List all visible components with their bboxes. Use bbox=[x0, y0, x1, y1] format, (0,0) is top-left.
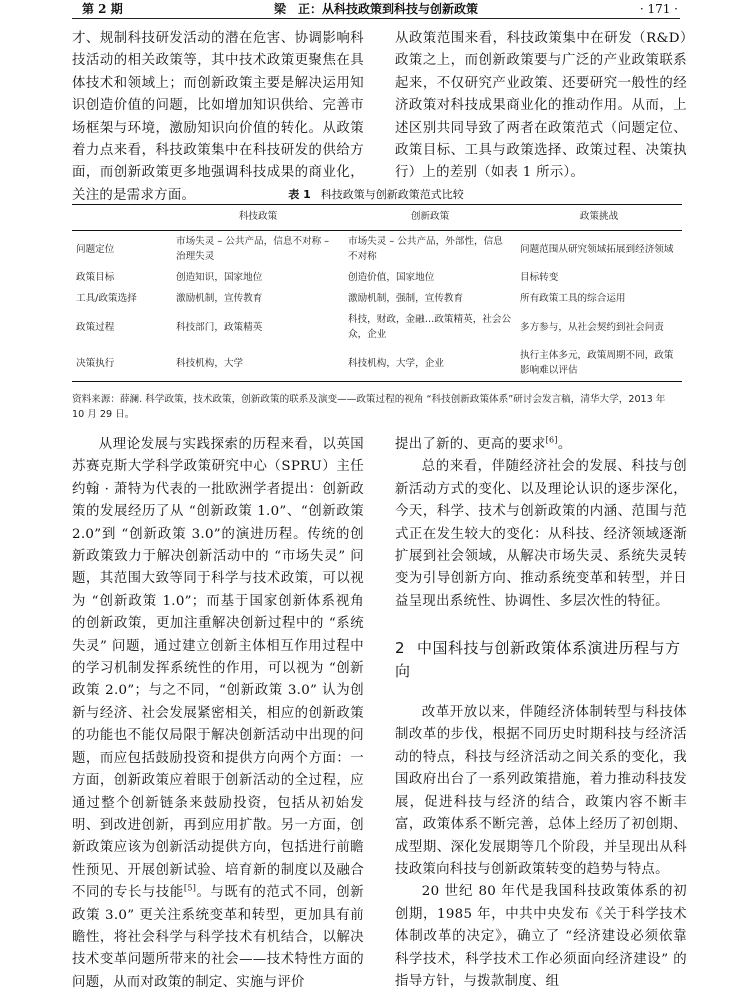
paragraph: 改革开放以来，伴随经济体制转型与科技体制改革的步伐，根据不同历史时期科技与经济活动的特点，科技与经济活动之间关系的变化，我国政府出台了一系列政策措施，着力推动科技发展，促进科技与经济的结合，政策内容不断丰富，政策体系不断完善，总体上经历了初创期、成型期、深化发展期等几个阶段，并呈现出从科技政策向科技与创新政策转变的趋势与特点。 bbox=[395, 705, 687, 877]
row-label: 决策执行 bbox=[72, 345, 172, 382]
bottom-right-column bbox=[395, 434, 687, 993]
paragraph bbox=[72, 434, 364, 994]
table-source-note: 资料来源：薛澜. 科学政策，技术政策，创新政策的联系及演变——政策过程的视角 “科技创新政策体系”研讨会发言稿，清华大学，2013 年 10 月 29 日。 bbox=[72, 394, 666, 420]
table-row bbox=[72, 267, 682, 288]
paragraph: 才、规制科技研发活动的潜在危害、协调影响科技活动的相关政策等，其中技术政策更聚焦在具体技术和领域上；而创新政策主要是解决运用知识创造价值的问题，比如增加知识供给、完善市场框架与环境，激励知识向价值的转化。从政策着力点来看，科技政策集中在科技研发的供给方面，而创新政策更多地强调科技成果的商业化，关注的是需求方面。 bbox=[72, 31, 364, 203]
table-cell: 科技机构，大学，企业 bbox=[344, 345, 516, 382]
paragraph: 总的来看，伴随经济社会的发展、科技与创新活动方式的变化、以及理论认识的逐步深化，今天，科学、技术与创新政策的内涵、范围与范式正在发生较大的变化：从科技、经济领域逐渐扩展到社会领域，从解决市场失灵、系统失灵转变为引导创新方向、推动系统变革和转型，并日益呈现出系统性、协调性、多层次性的特征。 bbox=[395, 459, 687, 609]
table-cell: 执行主体多元，政策周期不同，政策影响难以评估 bbox=[516, 345, 682, 382]
section-number: 2 bbox=[395, 639, 406, 658]
table-cell: 科技部门，政策精英 bbox=[176, 321, 263, 333]
table-cell: 所有政策工具的综合运用 bbox=[520, 293, 626, 304]
table-row bbox=[72, 231, 682, 268]
bottom-left-column bbox=[72, 434, 364, 994]
citation-ref: [5] bbox=[183, 883, 197, 893]
top-left-column bbox=[72, 28, 364, 207]
paragraph-text: 。 bbox=[557, 437, 572, 452]
column-header bbox=[72, 205, 172, 231]
table-row bbox=[72, 288, 682, 309]
table-row bbox=[72, 309, 682, 345]
table-cell: 问题范围从研究领域拓展到经济领域 bbox=[520, 243, 674, 255]
paragraph bbox=[395, 434, 687, 456]
column-header: 政策挑战 bbox=[516, 205, 682, 231]
section-heading bbox=[395, 637, 687, 682]
table-cell: 科技机构，大学 bbox=[172, 345, 344, 382]
section-title: 中国科技与创新政策体系演进历程与方向 bbox=[395, 639, 681, 680]
table-cell: 创造知识，国家地位 bbox=[176, 272, 263, 283]
table-cell: 激励机制，强制，宣传教育 bbox=[348, 293, 464, 304]
table-title: 科技政策与创新政策范式比较 bbox=[320, 188, 464, 201]
table-cell: 科技，财政，金融…政策精英，社会公众，企业 bbox=[348, 314, 512, 340]
column-header: 科技政策 bbox=[172, 205, 344, 231]
row-label: 政策目标 bbox=[76, 272, 115, 283]
paragraph: 从政策范围来看，科技政策集中在研发（R&D）政策之上，而创新政策要与广泛的产业政策联系起来，不仅研究产业政策、还要研究一般性的经济政策对科技成果商业化的推动作用。从而，上述区别共同导致了两者在政策范式（问题定位、政策目标、工具与政策选择、政策过程、决策执行）上的差别（如表 1 所示）。 bbox=[395, 31, 687, 181]
running-head bbox=[72, 0, 680, 19]
table-cell: 市场失灵 – 公共产品，信息不对称 – 治理失灵 bbox=[176, 236, 330, 262]
table-cell: 激励机制，宣传教育 bbox=[176, 293, 263, 304]
table-cell: 市场失灵 – 公共产品，外部性，信息不对称 bbox=[348, 236, 503, 262]
paragraph-text: 提出了新的、更高的要求 bbox=[395, 437, 546, 452]
table-cell: 目标转变 bbox=[520, 272, 559, 283]
top-right-column bbox=[395, 28, 687, 185]
row-label: 政策过程 bbox=[76, 321, 115, 333]
table-caption bbox=[72, 186, 680, 202]
table-cell: 多方参与，从社会契约到社会问责 bbox=[520, 321, 664, 333]
column-header: 创新政策 bbox=[344, 205, 516, 231]
table-header-row bbox=[72, 205, 682, 231]
paragraph: 20 世纪 80 年代是我国科技政策体系的初创期，1985 年，中共中央发布《关于科学技术体制改革的决定》，确立了 “经济建设必须依靠科学技术，科学技术工作必须面向经济建设” 的指导方针，与拨款制度、组 bbox=[395, 884, 687, 989]
table-number: 表 1 bbox=[288, 188, 311, 201]
running-title: 梁 正：从科技政策到科技与创新政策 bbox=[273, 2, 478, 16]
paragraph-text: 从理论发展与实践探索的历程来看，以英国苏赛克斯大学科学政策研究中心（SPRU）主任约翰 · 萧特为代表的一批欧洲学者提出：创新政策的发展经历了从 “创新政策 1.0”、“创新政策 2.0”到 “创新政策 3.0”的演进历程。传统的创新政策致力于解决创新活动中的 “市场失灵” 问题，其范围大致等同于科学与技术政策，可以视为 “创新政策 1.0”；而基于国家创新体系视角的创新政策，更加注重解决创新过程中的 “系统失灵” 问题，通过建立创新主体相互作用过程中的学习机制发挥系统性的作用，可以视为 “创新政策 2.0”；与之不同，“创新政策 3.0” 认为创新与经济、社会发展紧密相关，相应的创新政策的功能也不能仅局限于解决创新活动中出现的问题，而应包括鼓励投资和提供方向两个方面：一方面，创新政策应着眼于创新活动的全过程，应通过整个创新链条来鼓励投资，包括从初始发明、到改进创新，再到应用扩散。另一方面，创新政策应该为创新活动提供方向，包括进行前瞻性预见、开展创新试验、培育新的制度以及融合不同的专长与技能 bbox=[72, 437, 364, 901]
row-label: 问题定位 bbox=[76, 243, 115, 255]
page-number: · 171 · bbox=[639, 2, 678, 16]
table-cell: 创造价值，国家地位 bbox=[348, 272, 435, 283]
paragraph-text: 。与既有的范式不同，创新政策 3.0” 更关注系统变革和转型，更加具有前瞻性，将社会科学与科学技术有机结合，以解决技术变革问题所带来的社会——技术特性方面的问题，从而对政策的制定、实施与评价 bbox=[72, 885, 364, 990]
citation-ref: [6] bbox=[545, 435, 558, 445]
row-label: 工具/政策选择 bbox=[76, 293, 137, 304]
issue-number: 第 2 期 bbox=[82, 2, 123, 16]
comparison-table bbox=[72, 204, 682, 382]
table-row bbox=[72, 345, 682, 382]
